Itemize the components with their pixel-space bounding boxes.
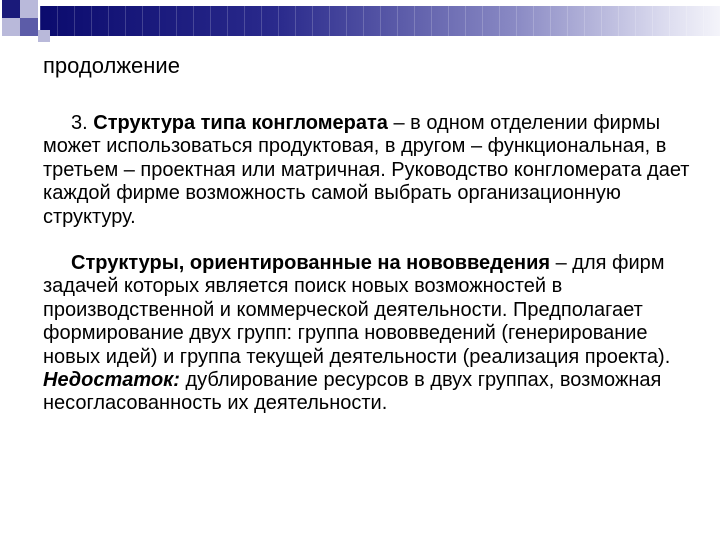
paragraph-conglomerate (43, 112, 693, 229)
slide-heading: продолжение (43, 53, 180, 78)
decorative-square (20, 18, 38, 36)
decorative-band-grid (40, 6, 720, 36)
drawback-label: Недостаток: (43, 369, 180, 392)
paragraph-innovation (43, 252, 693, 416)
decorative-square (20, 0, 38, 18)
drawback-text: дублирование ресурсов в двух группах, возможная несогласованность их деятельности. (43, 369, 662, 415)
paragraph-text: – в одном отделении фирмы может использоваться продуктовая, в другом – функциональная, в третьем – проектная или матричная. Руководство конгломерата дает каждой фирме возможность самой выбрать организационную структуру. (43, 112, 690, 228)
decorative-square (2, 0, 20, 18)
paragraph-number: 3. (71, 112, 94, 134)
decorative-square (38, 30, 50, 42)
term-conglomerate: Структура типа конгломерата (93, 112, 388, 134)
decorative-square (2, 18, 20, 36)
term-innovation: Структуры, ориентированные на нововведения (71, 252, 551, 275)
paragraph-text: – для фирм задачей которых является поиск новых возможностей в производственной и коммерческой деятельности. Предполагает формирование двух групп: группа нововведений (генерирование новых идей) и группа текущей деятельности (реализация проекта). (43, 252, 671, 368)
slide-body (43, 112, 693, 416)
